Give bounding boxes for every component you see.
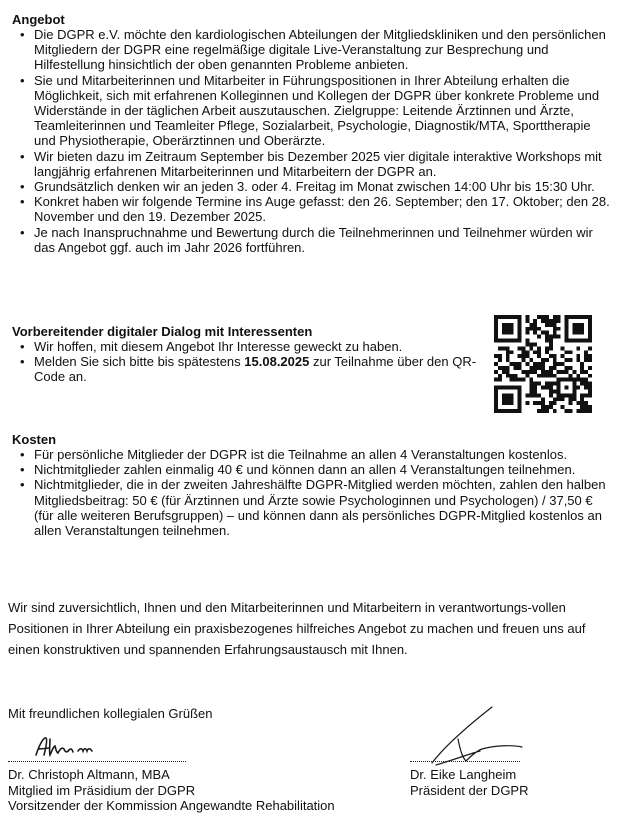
qr-code-icon[interactable] — [494, 315, 592, 413]
list-item: • Nichtmitglieder, die in der zweiten Jahreshälfte DGPR-Mitglied werden möchten, zahlen den halben Mitgliedsbeitrag: 50 € (für Ärztinnen und Ärzte sowie Psychologinnen und Psychologen) / 37,50 € (für alle weiteren Berufsgruppen) – und können dann als persönliches DGPR-Mitglied kostenlos an allen Veranstaltungen teilnehmen. — [12, 477, 612, 538]
list-item: • Konkret haben wir folgende Termine ins Auge gefasst: den 26. September; den 17. Oktober; den 28. November und den 19. Dezember 2025. — [12, 194, 612, 224]
heading-angebot: Angebot — [12, 12, 65, 27]
signatory-name: Dr. Eike Langheim — [410, 767, 517, 782]
section-kosten — [12, 432, 612, 538]
list-dialog — [12, 339, 492, 385]
list-item — [12, 354, 492, 384]
list-item: • Nichtmitglieder zahlen einmalig 40 € und können dann an allen 4 Veranstaltungen teilnehmen. — [12, 462, 612, 477]
signature-langheim-icon — [410, 695, 550, 775]
list-item: • Die DGPR e.V. möchte den kardiologischen Abteilungen der Mitgliedskliniken und den persönlichen Mitgliedern der DGPR eine regelmäßige digitale Live-Veranstaltung zur Besprechung und Hilfestellung hinsichtlich der oben genannten Probleme anbieten. — [12, 27, 612, 73]
registration-text-end: zur Teilnahme über den QR-Code an. — [34, 354, 477, 385]
section-dialog — [12, 324, 492, 385]
signature-altmann-icon — [8, 735, 118, 759]
section-angebot — [12, 12, 612, 255]
heading-kosten: Kosten — [12, 432, 57, 447]
heading-dialog: Vorbereitender digitaler Dialog mit Interessenten — [12, 324, 313, 339]
list-item: • Für persönliche Mitglieder der DGPR ist die Teilnahme an allen 4 Veranstaltungen kostenlos. — [12, 447, 612, 462]
greeting: Mit freundlichen kollegialen Grüßen — [8, 706, 213, 721]
signatory-name: Dr. Christoph Altmann, MBA — [8, 767, 170, 782]
list-item: • Wir hoffen, mit diesem Angebot Ihr Interesse geweckt zu haben. — [12, 339, 492, 354]
signatory-role: Mitglied im Präsidium der DGPR — [8, 782, 196, 798]
list-angebot — [12, 27, 612, 255]
registration-text: Melden Sie sich bitte bis spätestens — [34, 354, 245, 370]
closing-paragraph: Wir sind zuversichtlich, Ihnen und den Mitarbeiterinnen und Mitarbeitern in verantwortungs-vollen Positionen in Ihrer Abteilung ein praxisbezogenes hilfreiches Angebot zu machen und freuen uns auf einen konstruktiven und spannenden Erfahrungsaustausch mit Ihnen. — [8, 600, 586, 657]
list-item: • Sie und Mitarbeiterinnen und Mitarbeiter in Führungspositionen in Ihrer Abteilung erhalten die Möglichkeit, sich mit erfahrenen Kolleginnen und Kollegen der DGPR über konkrete Probleme und Widerstände in der täglichen Arbeit auszutauschen. Zielgruppe: Leitende Ärztinnen und Ärzte, Teamleiterinnen und Teamleiter Pflege, Sozialarbeit, Psychologie, Diagnostik/MTA, Sporttherapie und Physiotherapie, Oberärztinnen und Oberärzte. — [12, 73, 612, 149]
signature-line — [8, 761, 186, 762]
signature-block-left — [8, 735, 388, 814]
signatory-role: Präsident der DGPR — [410, 782, 529, 798]
signatory-role: Vorsitzender der Kommission Angewandte Rehabilitation — [8, 798, 335, 813]
list-kosten — [12, 447, 612, 538]
registration-deadline: 15.08.2025 — [244, 354, 310, 370]
list-item: • Grundsätzlich denken wir an jeden 3. oder 4. Freitag im Monat zwischen 14:00 Uhr bis 15:30 Uhr. — [12, 179, 612, 194]
list-item: • Wir bieten dazu im Zeitraum September bis Dezember 2025 vier digitale interaktive Workshops mit langjährig erfahrenen Mitarbeiterinnen und Mitarbeitern der DGPR an. — [12, 149, 612, 179]
signature-block-right — [400, 735, 600, 798]
list-item: • Je nach Inanspruchnahme und Bewertung durch die Teilnehmerinnen und Teilnehmer würden wir das Angebot ggf. auch im Jahr 2026 fortführen. — [12, 225, 612, 255]
